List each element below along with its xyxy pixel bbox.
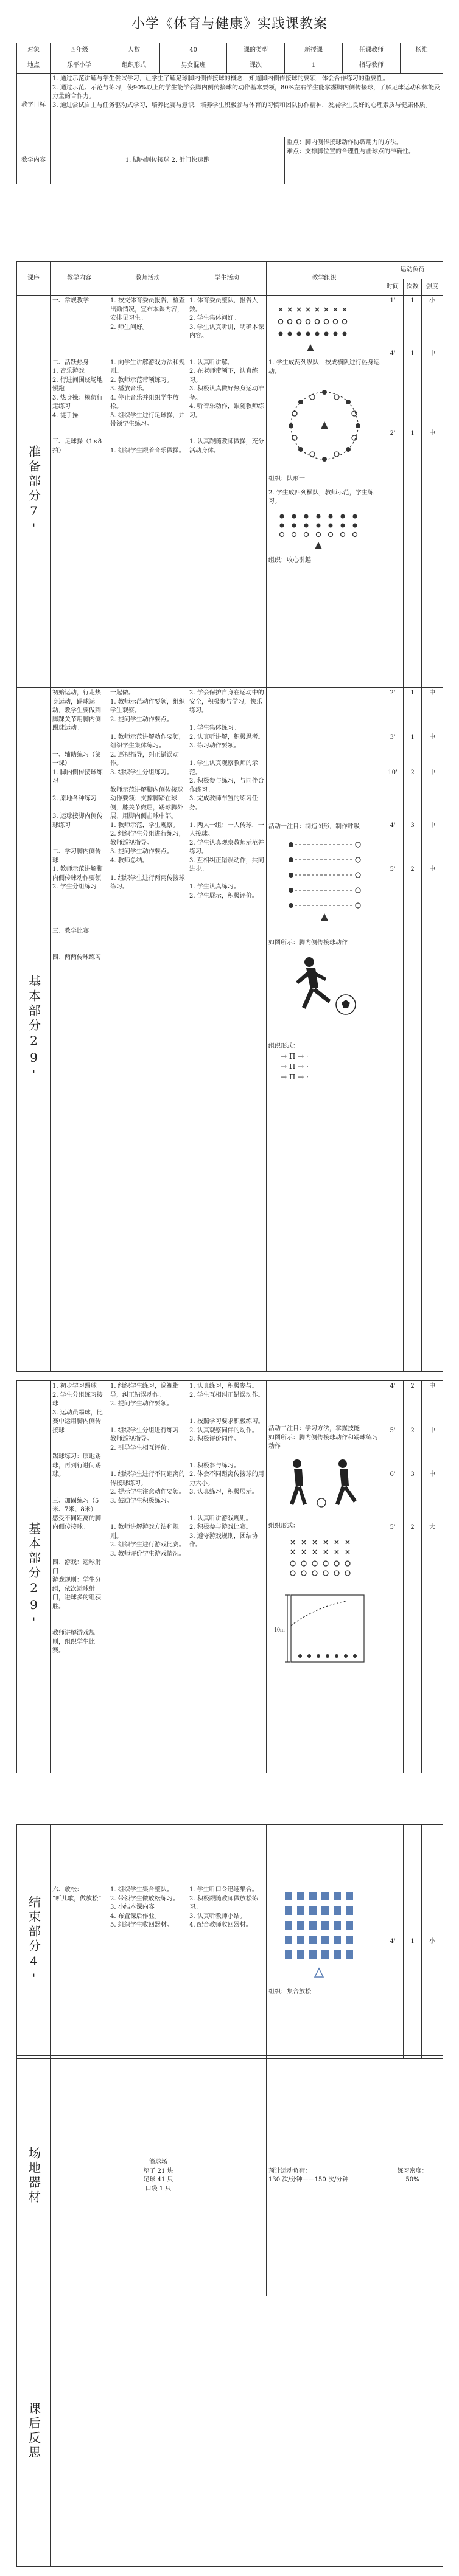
basic-1-formation: → Π → · → Π → · → Π → · — [281, 1051, 309, 1082]
basic-2-student: 1. 认真练习，积极参与。 2. 学生互相纠正错误动作。 1. 按照学习要求积极练习。 2. 认真观察同伴的动作。 3. 积极评价同伴。 1. 积极参与练习。 2. 体会不同距离传接球的用力大小。 3. 认真练习，积极展示。 1. 认真听讲游戏规则。 2. 积极参与游戏比赛。 3. 遵守游戏规则，团结协作。 — [187, 1381, 267, 1773]
basic-2-org — [267, 1381, 382, 1773]
ball-icon — [336, 995, 356, 1014]
players-figure — [273, 1455, 376, 1510]
basic-2-time: 4' 5' 6' 5' — [382, 1381, 404, 1773]
venue-load — [267, 2056, 382, 2296]
col-intensity: 强度 — [422, 279, 443, 296]
basic-1-student: 2. 学会保护自身在运动中的安全，积极参与学习，快乐练习。 1. 学生集体练习。 2. 认真听讲解，积极思考。 3. 练习动作要领。 1. 学生认真观察教师的示范。 2. 积极参与练习，与同伴合作练习。 3. 完成教师布置的练习任务。 1. 两人一组：一人传球，一人接球。 2. 学生认真观察教师示范并练习。 3. 互相纠正错误动作，共同进步。 1. 学生认真练习。 2. 学生展示，积极评价。 — [187, 688, 267, 1372]
load-value: 130 次/分钟——150 次/分钟 — [268, 2176, 349, 2183]
section-prep-table — [16, 261, 443, 688]
prep-org-caption-1: 1. 学生成两列纵队，按成横队进行热身运动。 — [268, 359, 380, 375]
basic-2-org-caption-1: 活动二注目：学习方法，掌握技能 — [268, 1425, 360, 1432]
venue-label-cell — [17, 2056, 51, 2296]
header-cell: 男女混班 — [160, 58, 227, 74]
basic-2-teacher: 1. 组织学生练习，巡视指导，纠正错误动作。 2. 提问学生动作要领。 1. 组织学生分组进行练习，教师巡视指导。 2. 引导学生相互评价。 1. 组织学生进行不同距离的传接球练习。 2. 提示学生注意动作要领。 3. 鼓励学生积极练习。 1. 教师讲解游戏方法和规则。 2. 组织学生进行游戏比赛。 3. 教师评价学生游戏情况。 — [108, 1381, 187, 1773]
header-cell: 地点 — [17, 58, 51, 74]
prep-content: 一、常规教学 二、活跃热身 1. 音乐游戏 2. 行进间围绕场地慢跑 3. 热身操：模仿行走练习 4. 徒手操 三、足球操（1×8拍） — [51, 296, 108, 688]
goals-label: 教学目标 — [17, 74, 51, 137]
end-count: 1 — [404, 1825, 422, 2059]
content-row — [17, 137, 443, 184]
header-cell: 课次 — [227, 58, 285, 74]
venue-label: 场地器材 — [26, 2147, 41, 2205]
column-header-row — [17, 262, 443, 279]
key-label: 重点 — [287, 139, 299, 146]
header-cell: 人数 — [108, 43, 160, 58]
end-part-label: 结束部分4' — [26, 1896, 41, 1988]
goals-text: 1. 通过示范讲解与学生尝试学习，让学生了解足球脚内侧传接球的概念，知道脚内侧传接球的要领，体会合作练习的重要性。 2. 通过示范、示范与练习，使90%以上的学生能学会脚内侧传接球的动作基本要领，80%左右学生能掌握脚内侧传接球，了解足球运动和体能及力量的合作力。 3. 通过尝试自主与任务驱动式学习，培养比赛与意识，培养学生积极参与体育的习惯和团队协作精神，发展学生良好的心理素质与健康体质。 — [51, 74, 443, 137]
reflection-text[interactable] — [51, 2296, 443, 2567]
content-label: 教学内容 — [17, 137, 51, 184]
prep-time: 1' 4' 2' — [382, 296, 404, 688]
header-cell: 课的类型 — [227, 43, 285, 58]
basic-1-part-label: 基本部分29' — [26, 975, 41, 1084]
venue-items: 篮球场 垫子 21 块 足球 41 只 口袋 1 只 — [51, 2056, 267, 2296]
prep-circle-diagram — [279, 380, 370, 471]
difficulty-label: 难点 — [287, 148, 299, 155]
basic-2-pitch-diagram — [273, 1534, 376, 1674]
prep-org-caption-4: 组织：收心引趣 — [268, 556, 311, 564]
content-items: 1. 脚内侧传接球 2. 射门快速跑 — [51, 137, 285, 184]
basic-1-org-caption-1: 活动一注目：制造图形，制作呼吸 — [268, 823, 360, 830]
prep-part-label: 准备部分7' — [26, 445, 41, 538]
section-basic-2-table — [16, 1380, 443, 1773]
prep-part-cell — [17, 296, 51, 688]
end-time: 4' — [382, 1825, 404, 2059]
col-student: 学生活动 — [187, 262, 267, 296]
page-title: 小学《体育与健康》实践课教案 — [131, 16, 328, 32]
end-teacher: 1. 组织学生集合整队。 2. 带领学生做放松练习。 3. 小结本课内容。 4. 布置课后作业。 5. 组织学生收回器材。 — [108, 1825, 187, 2059]
col-teacher: 教师活动 — [108, 262, 187, 296]
prep-teacher: 1. 按交体育委员报告，检查出勤情况，宣布本课内容，安排见习生。 2. 师生问好。 1. 向学生讲解游戏方法和规则。 2. 教师示范带领练习。 3. 播放音乐。 4. 停止音乐并组织学生放松。 5. 组织学生进行足球操，并带领学生练习。 1. 组织学生跟着音乐做操。 — [108, 296, 187, 688]
reflection-label: 课后反思 — [26, 2402, 41, 2460]
col-load: 运动负荷 — [382, 262, 443, 279]
basic-1-org — [267, 688, 382, 1372]
difficulty-text: 支撑脚位置的合理性与击球点的准确性。 — [305, 148, 415, 155]
prep-formation-diagram — [273, 300, 376, 355]
basic-2-part-label: 基本部分29' — [26, 1522, 41, 1632]
load-label: 预计运动负荷： — [268, 2167, 311, 2175]
header-cell: 新授课 — [285, 43, 343, 58]
soccer-kick-figure — [273, 951, 376, 1024]
prep-rows-diagram — [273, 510, 376, 553]
prep-org-caption-3: 2. 学生成四列横队，教师示范，学生练习。 — [268, 489, 374, 505]
header-cell — [401, 58, 443, 74]
basic-1-teacher: 一起做。 1. 教师示范动作要领，组织学生观察。 2. 提问学生动作要点。 1. 教师示范讲解动作要领，组织学生集体练习。 2. 巡视指导，纠正错误动作。 3. 组织学生分组练习。 教师示范讲解脚内侧传接球动作要领：支撑脚踏在球侧，膝关节微屈，踢球脚外展，用脚内侧击球中部。 1. 教师示范，学生观察。 2. 组织学生分组进行练习，教师巡视指导。 3. 提问学生动作要点。 4. 教师总结。 1. 组织学生进行两两传接球练习。 — [108, 688, 187, 1372]
col-org: 教学组织 — [267, 262, 382, 296]
end-content: 六、放松： “听儿歌，做放松” — [51, 1825, 108, 2059]
basic-1-org-caption-3: 组织形式： — [268, 1043, 299, 1050]
prep-student: 1. 体育委员整队，报告人数。 2. 学生集体问好。 3. 学生认真听讲，明确本课内容。 1. 认真听讲解。 2. 在老师带领下，认真练习。 3. 积极认真做好热身运动准备。 4. 听音乐动作，跟随教师练习。 1. 认真跟随教师做操，充分活动身体。 — [187, 296, 267, 688]
density-label: 练习密度： — [397, 2167, 428, 2175]
basic-1-intensity: 中 中 中 中 中 — [422, 688, 443, 1372]
header-cell: 杨维 — [401, 43, 443, 58]
section-end-table — [16, 1824, 443, 2059]
header-cell: 组织形式 — [108, 58, 160, 74]
basic-1-part-cell — [17, 688, 51, 1372]
end-student: 1. 学生听口令迅速集合。 2. 积极跟随教师做放松练习。 3. 认真听教师小结。 4. 配合教师收回器材。 — [187, 1825, 267, 2059]
end-org-caption: 组织：集合放松 — [268, 1989, 311, 1995]
end-org — [267, 1825, 382, 2059]
key-text: 脚内侧传接球动作协调用力的方法。 — [305, 139, 402, 146]
basic-1-time: 2' 3' 10' 4' 5' — [382, 688, 404, 1372]
col-content: 教学内容 — [51, 262, 108, 296]
col-count: 次数 — [404, 279, 422, 296]
prep-count: 1 1 1 — [404, 296, 422, 688]
basic-2-org-caption-3: 组织形式： — [268, 1522, 299, 1529]
reflection-row — [17, 2296, 443, 2567]
reflection-label-cell — [17, 2296, 51, 2567]
pitch-distance-label: 10m — [273, 1627, 285, 1633]
header-cell: 任课教师 — [343, 43, 401, 58]
header-row-1 — [17, 43, 443, 58]
basic-1-pairs-diagram — [273, 836, 376, 927]
basic-2-row — [17, 1381, 443, 1773]
end-formation-diagram — [273, 1887, 376, 1984]
goals-row — [17, 74, 443, 137]
header-cell: 1 — [285, 58, 343, 74]
prep-org — [267, 296, 382, 688]
basic-1-content: 初始运动，行走热身运动，踢球运动，教学生要做到脚踝关节用脚内侧踢球运动。 一、辅助练习（第一课） 1. 脚内侧传接球练习 2. 原地各种练习 3. 运球接脚内侧传球练习 二、学习脚内侧传球 1. 教师示范讲解脚内侧传球动作要领 2. 学生分组练习 三、教学比赛 四、两两传球练习 — [51, 688, 108, 1372]
header-cell: 乐平小学 — [51, 58, 108, 74]
header-cell: 指导教师 — [343, 58, 401, 74]
end-row — [17, 1825, 443, 2059]
basic-2-content: 1. 初步学习踢球 2. 学生分组练习接球 3. 运动员踢球，比赛中运用脚内侧传接球 踢球练习：原地踢球，再到行进间踢球。 三、加固练习（5米、7米、8米） 感受不同距离的脚内侧传接球。 四、游戏：运球射门 游戏规则：学生分组，依次运球射门，进球多的组获胜。 教师讲解游戏规则，组织学生比赛。 — [51, 1381, 108, 1773]
col-part: 课序 — [17, 262, 51, 296]
venue-density — [382, 2056, 443, 2296]
venue-row — [17, 2056, 443, 2296]
basic-2-count: 2 2 3 2 — [404, 1381, 422, 1773]
prep-org-caption-2: 组织：队形一 — [268, 476, 305, 482]
header-cell: 四年级 — [51, 43, 108, 58]
key-difficulty: 重点：脚内侧传接球动作协调用力的方法。 难点：支撑脚位置的合理性与击球点的准确性。 — [285, 137, 443, 184]
prep-intensity: 小 中 中 — [422, 296, 443, 688]
venue-table — [16, 2055, 443, 2567]
basic-2-org-caption-2: 如图所示：脚内侧传接球动作和踢球练习动作 — [268, 1434, 378, 1450]
section-basic-1-table — [16, 687, 443, 1372]
basic-1-row — [17, 688, 443, 1372]
header-cell: 对象 — [17, 43, 51, 58]
basic-2-intensity: 中 中 中 大 — [422, 1381, 443, 1773]
basic-2-part-cell — [17, 1381, 51, 1773]
formation-row-1 — [279, 308, 346, 311]
header-table — [16, 43, 443, 184]
density-value: 50% — [405, 2176, 419, 2183]
end-part-cell — [17, 1825, 51, 2059]
basic-1-org-caption-2: 如图所示：脚内侧传接球动作 — [268, 939, 348, 946]
col-time: 时间 — [382, 279, 404, 296]
basic-1-count: 1 1 2 3 2 — [404, 688, 422, 1372]
header-row-2 — [17, 58, 443, 74]
prep-row — [17, 296, 443, 688]
header-cell: 40 — [160, 43, 227, 58]
end-intensity: 小 — [422, 1825, 443, 2059]
